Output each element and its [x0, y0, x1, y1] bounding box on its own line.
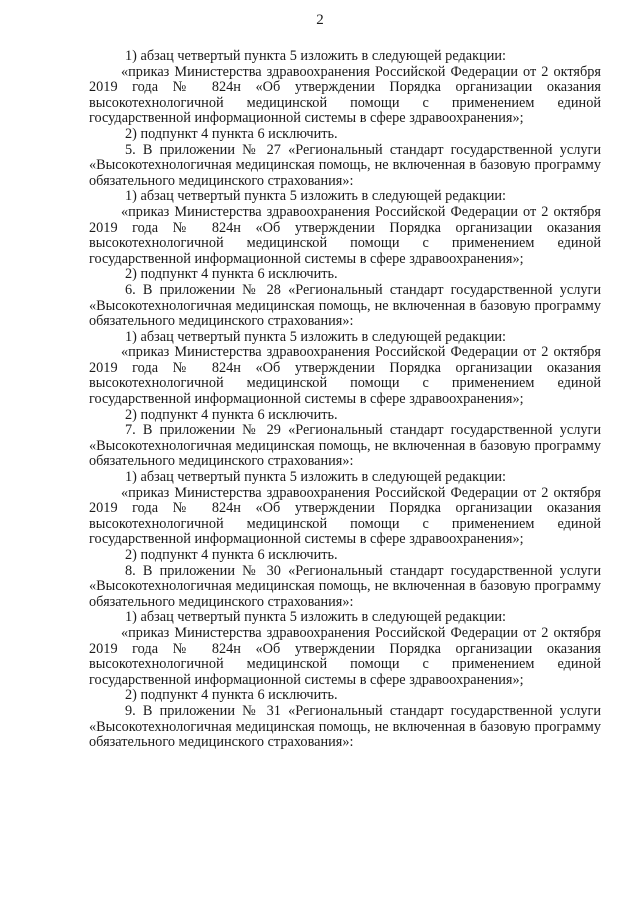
- paragraph-subitem: 1) абзац четвертый пункта 5 изложить в следующей редакции:: [125, 328, 506, 345]
- paragraph-subitem: 1) абзац четвертый пункта 5 изложить в следующей редакции:: [125, 469, 506, 486]
- paragraph-subitem: 2) подпункт 4 пункта 6 исключить.: [125, 266, 338, 283]
- paragraph-quote: «приказ Министерства здравоохранения Российской Федерации от 2 октября 2019 года № 824н «Об утверждении Порядка организации оказания высокотехнологичной медицинской помощи с применением единой государственной информационной системы в сфере здравоохранения»;: [89, 63, 601, 127]
- paragraph-quote: «приказ Министерства здравоохранения Российской Федерации от 2 октября 2019 года № 824н «Об утверждении Порядка организации оказания высокотехнологичной медицинской помощи с применением единой государственной информационной системы в сфере здравоохранения»;: [89, 624, 601, 688]
- page-number: 2: [316, 12, 324, 28]
- paragraph-subitem: 2) подпункт 4 пункта 6 исключить.: [125, 125, 338, 142]
- paragraph-subitem: 1) абзац четвертый пункта 5 изложить в следующей редакции:: [125, 48, 506, 64]
- paragraph-item: 7. В приложении № 29 «Региональный стандарт государственной услуги «Высокотехнологичная медицинская помощь, не включенная в базовую программу обязательного медицинского страхования»:: [89, 422, 601, 470]
- paragraph-item: 6. В приложении № 28 «Региональный стандарт государственной услуги «Высокотехнологичная медицинская помощь, не включенная в базовую программу обязательного медицинского страхования»:: [89, 281, 601, 330]
- paragraph-subitem: 2) подпункт 4 пункта 6 исключить.: [125, 687, 338, 704]
- paragraph-subitem: 1) абзац четвертый пункта 5 изложить в следующей редакции:: [125, 188, 506, 205]
- paragraph-item: 5. В приложении № 27 «Региональный стандарт государственной услуги «Высокотехнологичная медицинская помощь, не включенная в базовую программу обязательного медицинского страхования»:: [89, 141, 601, 189]
- paragraph-quote: «приказ Министерства здравоохранения Российской Федерации от 2 октября 2019 года № 824н «Об утверждении Порядка организации оказания высокотехнологичной медицинской помощи с применением единой государственной информационной системы в сфере здравоохранения»;: [89, 484, 601, 548]
- document-body: [89, 49, 601, 751]
- paragraph-quote: «приказ Министерства здравоохранения Российской Федерации от 2 октября 2019 года № 824н «Об утверждении Порядка организации оказания высокотехнологичной медицинской помощи с применением единой государственной информационной системы в сфере здравоохранения»;: [89, 203, 601, 267]
- paragraph-subitem: 2) подпункт 4 пункта 6 исключить.: [125, 406, 338, 423]
- paragraph-item: 9. В приложении № 31 «Региональный стандарт государственной услуги «Высокотехнологичная медицинская помощь, не включенная в базовую программу обязательного медицинского страхования»:: [89, 702, 601, 751]
- paragraph-item: 8. В приложении № 30 «Региональный стандарт государственной услуги «Высокотехнологичная медицинская помощь, не включенная в базовую программу обязательного медицинского страхования»:: [89, 562, 601, 610]
- paragraph-subitem: 1) абзац четвертый пункта 5 изложить в следующей редакции:: [125, 609, 506, 626]
- paragraph-quote: «приказ Министерства здравоохранения Российской Федерации от 2 октября 2019 года № 824н «Об утверждении Порядка организации оказания высокотехнологичной медицинской помощи с применением единой государственной информационной системы в сфере здравоохранения»;: [89, 344, 601, 408]
- paragraph-subitem: 2) подпункт 4 пункта 6 исключить.: [125, 547, 338, 563]
